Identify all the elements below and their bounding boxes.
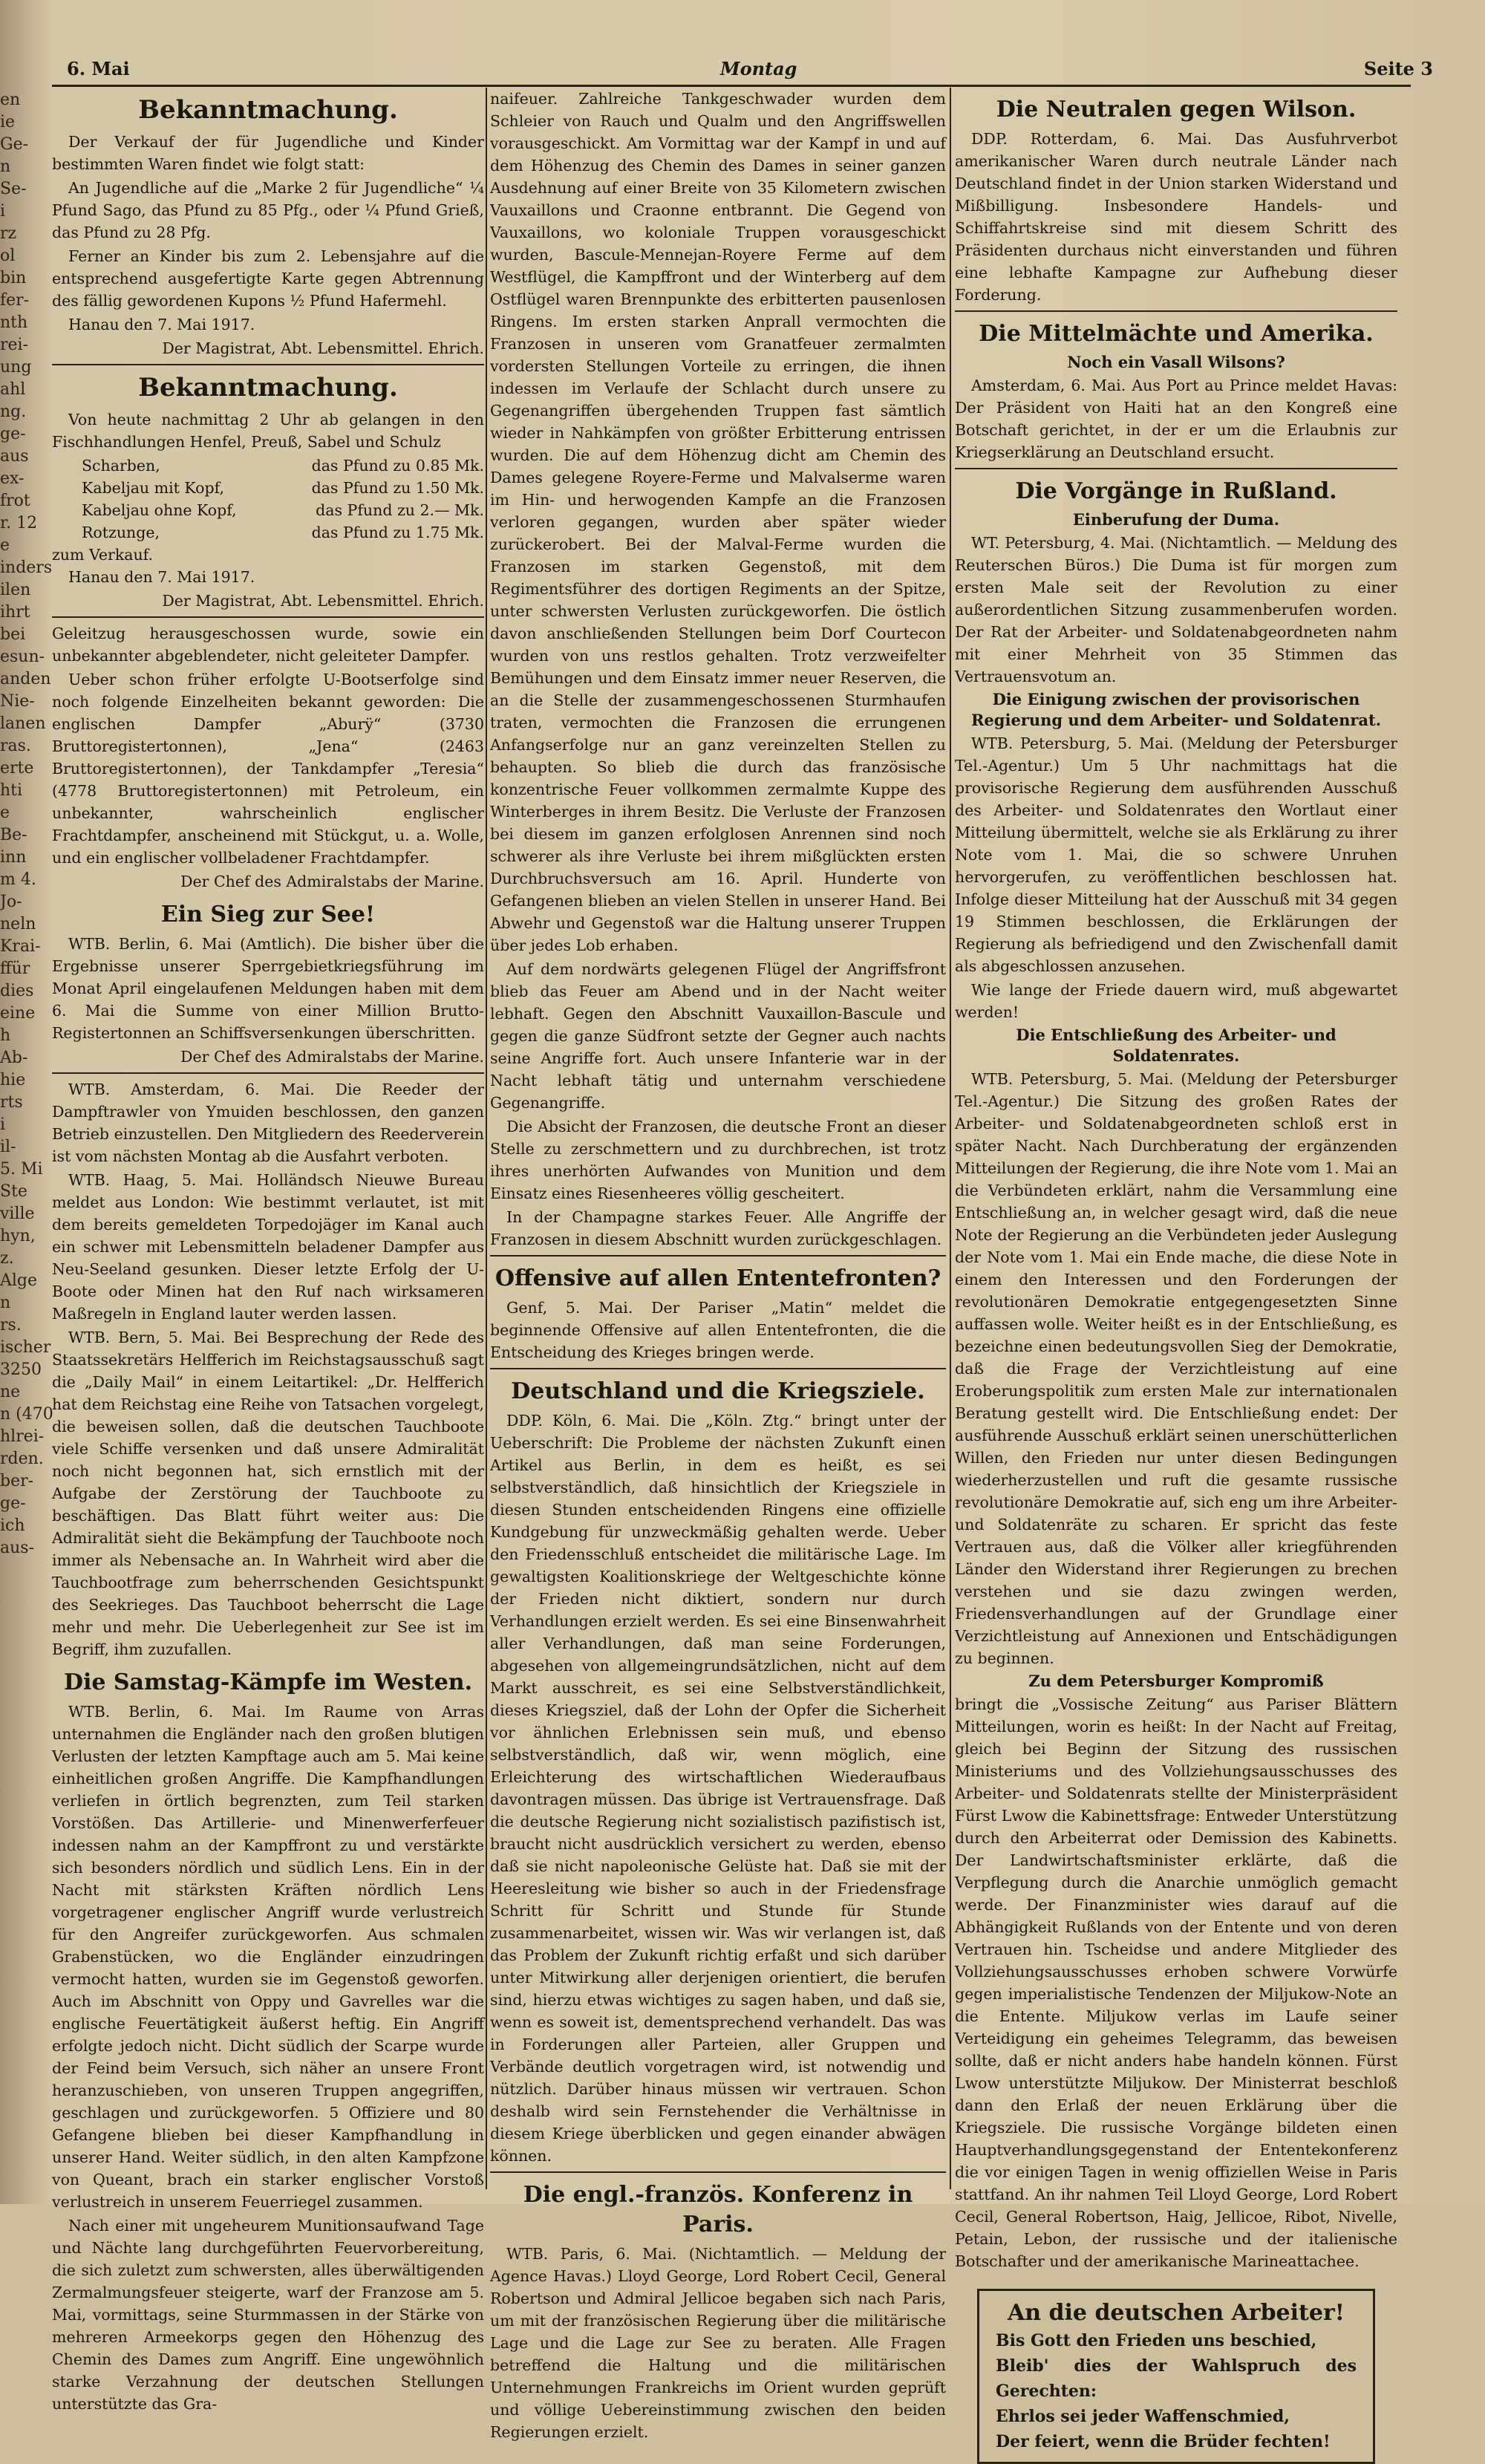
left-fragment: ilen	[0, 581, 31, 599]
left-fragment: ng.	[0, 402, 27, 421]
left-fragment: en	[0, 91, 21, 109]
paris-conference-title: Die engl.-französ. Konferenz in Paris.	[523, 2182, 913, 2238]
sea-victory-text: WTB. Berlin, 6. Mai (Amtlich). Die bisher über die Ergebnisse unserer Sperrgebietkriegsführung im Monat April eingelaufenen Meldungen haben mit dem 6. Mai die Summe von einer Million Brutto-Registertonnen an Schiffsversenkungen überschritten.	[52, 935, 484, 1042]
left-fragment: neln	[0, 915, 36, 933]
sea-victory-signature: Der Chef des Admiralstabs der Marine.	[180, 1048, 484, 1066]
column-2	[490, 88, 946, 2441]
left-fragment: Se-	[0, 180, 27, 198]
left-fragment: ol	[0, 247, 16, 265]
notice-1-title: Bekanntmachung.	[138, 95, 398, 125]
left-fragment: aus	[0, 447, 29, 466]
news-item: WTB. Bern, 5. Mai. Bei Besprechung der Rede des Staatssekretärs Helfferich im Reichstagsausschuß sagt die „Daily Mail“ in einem Leitartikel: „Dr. Helfferich hat dem Reichstag eine Reihe von Tatsachen vorgelegt, die beweisen sollen, daß die deutschen Tauchboote viele Schiffe versenken und daß unsere Admiralität noch nicht begonnen hat, sich ernstlich mit der Aufgabe der Zerstörung der Tauchboote zu beschäftigen. Das Blatt führt weiter aus: Die Admiralität sieht die Bekämpfung der Tauchboote noch immer als Nebensache an. In Wahrheit wird aber die Tauchbootfrage zum beherrschenden Gesichtspunkt des Seekrieges. Das Tauchboot beherrscht die Lage mehr und mehr. Die Ueberlegenheit zur See ist im Begriff, ihm zuzufallen.	[52, 1329, 484, 1658]
column-divider-1	[486, 88, 487, 2189]
war-aims-text: DDP. Köln, 6. Mai. Die „Köln. Ztg.“ bringt unter der Ueberschrift: Die Probleme der nächsten Zukunft einen Artikel aus Berlin, in dem es heißt, es sei selbstverständlich, daß hinsichtlich der Kriegsziele in diesen Stunden entscheidenden Ringens eine offizielle Kundgebung für unzweckmäßig gehalten werde. Ueber den Friedensschluß entscheidet die militärische Lage. Im gewaltigsten Koalitionskriege der Weltgeschichte könne der Frieden nicht diktiert, sondern nur durch Verhandlungen erzielt werden. Es sei eine Binsenwahrheit aller Verhandlungen, daß man seine Forderungen, abgesehen von allgemeingrundsätzlichen, nicht auf dem Markt ausschreit, es sei eine Selbstverständlichkeit, dieses Kriegsziel, daß der Lohn der Opfer die Sicherheit vor ähnlichen Erlebnissen sein muß, und ebenso selbstverständlich, daß wir, wenn möglich, eine Erleichterung des wirtschaftlichen Wiederaufbaus davontragen müssen. Das übrige ist Vertrauensfrage. Daß die deutsche Regierung nicht sozialistisch pazifistisch ist, braucht nicht ausdrücklich versichert zu werden, ebenso daß sie nicht napoleonische Gelüste hat. Daß sie mit der Heeresleitung wie bisher so auch in der Friedensfrage Schritt für Schritt und Stunde für Stunde zusammenarbeitet, wissen wir. Was wir verlangen ist, daß das Problem der Zukunft richtig erfaßt und sich darüber unter Mitwirkung aller derjenigen orientiert, die berufen sind, hierzu etwas wichtiges zu sagen haben, und daß sie, wenn es soweit ist, dementsprechend verhandelt. Das was in Forderungen aller Parteien, aller Gruppen und Verbände deutlich vorgetragen wird, ist notwendig und nützlich. Darüber hinaus müssen wir vertrauen. Schon deshalb wird sein Fernstehender die Verhältnisse in diesem Kriege überblicken und gegen einander abwägen können.	[490, 1412, 946, 2165]
left-fragment: Be-	[0, 826, 27, 844]
russia-text: WTB. Petersburg, 5. Mai. (Meldung der Petersburger Tel.-Agentur.) Um 5 Uhr nachmittags hat die provisorische Regierung dem ausführenden Ausschuß des Arbeiter- und Soldatenrates den Wortlaut einer Mitteilung übermittelt, welche sie als Erklärung zu ihrer Note vom 1. Mai, die so schwere Unruhen hervorgerufen, zu veröffentlichen beschlossen hat. Infolge dieser Mitteilung hat der Ausschuß mit 34 gegen 19 Stimmen beschlossen, die Erklärungen der Regierung als befriedigend und den Zwischenfall damit als abgeschlossen anzusehen.	[955, 734, 1397, 975]
russia-subhead: Zu dem Petersburger Kompromiß	[1028, 1672, 1324, 1690]
russia-subhead: Die Einigung zwischen der provisorischen Regierung und dem Arbeiter- und Soldatenrat.	[970, 690, 1382, 729]
central-powers-text: Amsterdam, 6. Mai. Aus Port au Prince meldet Havas: Der Präsident von Haiti hat an den Kongreß eine Botschaft gerichtet, in der er um die Erlaubnis zur Kriegserklärung an Deutschland ersucht.	[955, 377, 1397, 461]
separator	[955, 468, 1397, 469]
column-1	[52, 88, 484, 2413]
west-fights-para: Nach einer mit ungeheurem Munitionsaufwand Tage und Nächte lang durchgeführten Feuervorbereitung, die sich zuletzt zum schwersten, alles überwältigenden Zermalmungsfeuer steigerte, warf der Franzose am 5. Mai, vormittags, seine Sturmmassen in der Stärke von mehreren Armeekorps gegen den Höhenzug des Chemin des Dames zum Angriff. Eine ungewöhnlich starke Verzahnung der deutschen Stellungen unterstützte das Gra-	[52, 2217, 484, 2413]
left-fragment: hlrei-	[0, 1427, 45, 1446]
notice-1-para: An Jugendliche auf die „Marke 2 für Jugendliche“ ¼ Pfund Sago, das Pfund zu 85 Pfg., oder ¼ Pfund Grieß, das Pfund zu 28 Pfg.	[52, 179, 484, 241]
west-fights-continued: Auf dem nordwärts gelegenen Flügel der Angriffsfront blieb das Feuer am Abend und in der Nacht weiter lebhaft. Gegen den Abschnitt Vauxaillon-Bascule und gegen die ganze Südfront setzte der Gegner auch nachts seine Angriffe fort. Auch unsere Infanterie war in der Nacht lebhaft tätig und unternahm verschiedene Gegenangriffe.	[490, 960, 946, 1112]
notice-2-intro: Von heute nachmittag 2 Uhr ab gelangen in den Fischhandlungen Henfel, Preuß, Sabel und Schulz	[52, 411, 484, 451]
neutrals-text: DDP. Rotterdam, 6. Mai. Das Ausfuhrverbot amerikanischer Waren durch neutrale Länder nach Deutschland findet in der Union starken Widerstand und Mißbilligung. Insbesondere Handels- und Schiffahrtskreise sind mit diesem Schritt des Präsidenten durchaus nicht einverstanden und führen eine lebhafte Kampagne zur Aufhebung dieser Forderung.	[955, 130, 1397, 304]
left-fragment: eine	[0, 1004, 36, 1023]
left-fragment: ras.	[0, 737, 31, 755]
left-margin-fragments	[0, 0, 53, 2293]
continuation-para: Geleitzug herausgeschossen wurde, sowie ein unbekannter abgeblendeter, nicht geleiteter Dampfer.	[52, 625, 484, 665]
notice-1-date: Hanau den 7. Mai 1917.	[68, 316, 255, 333]
left-fragment: rs.	[0, 1316, 22, 1334]
left-fragment: hyn,	[0, 1227, 36, 1245]
left-fragment: m 4.	[0, 870, 36, 889]
continuation-para: Ueber schon früher erfolgte U-Bootserfolge sind noch folgende Einzelheiten bekannt geworden: Die englischen Dampfer „Aburÿ“ (3730 Bruttoregistertonnen), „Jena“ (2463 Bruttoregistertonnen), der Tankdampfer „Teresia“ (4778 Bruttoregistertonnen) mit Petroleum, ein unbekannter, wahrscheinlich englischer Frachtdampfer, anscheinend mit Stückgut, u. a. Wolle, und ein englischer vollbeladener Frachtdampfer.	[52, 671, 484, 867]
left-fragment: hti	[0, 781, 23, 800]
left-fragment: ne	[0, 1383, 21, 1401]
russia-text: WT. Petersburg, 4. Mai. (Nichtamtlich. — Meldung des Reuterschen Büros.) Die Duma ist für morgen zum ersten Male seit der Revolution zu einer außerordentlichen Sitzung zusammenberufen worden. Der Rat der Arbeiter- und Soldatenabgeordneten nahm mit einer Mehrheit von 35 Stimmen das Vertrauensvotum an.	[955, 534, 1397, 685]
russia-title: Die Vorgänge in Rußland.	[1015, 478, 1337, 504]
price-row	[52, 454, 484, 477]
notice-2-title: Bekanntmachung.	[138, 373, 398, 402]
left-fragment: erte	[0, 759, 34, 778]
workers-appeal-line: Bis Gott den Frieden uns beschied,	[996, 2331, 1317, 2350]
left-fragment: ber-	[0, 1472, 34, 1490]
left-fragment: i	[0, 202, 6, 221]
separator	[490, 1255, 946, 1257]
workers-appeal-title: An die deutschen Arbeiter!	[1008, 2300, 1345, 2326]
left-fragment: z.	[0, 1249, 14, 1268]
russia-text: Wie lange der Friede dauern wird, muß abgewartet werden!	[955, 981, 1397, 1021]
west-fights-continued: naifeuer. Zahlreiche Tankgeschwader wurden dem Schleier von Rauch und Qualm und den Angriffswellen vorausgeschickt. Am Vormittag war der Kampf in und auf dem Höhenzug des Chemin des Dames in seiner ganzen Ausdehnung auf einer Breite von 35 Kilometern zwischen Vauxaillons und Craonne entbrannt. Die Gegend von Vauxaillons, wo koloniale Truppen vorausgeschickt wurden, Bascule-Mennejan-Royere Ferme auf dem Westflügel, die Kampffront und der Winterberg auf dem Ostflügel waren Brennpunkte des erbitterten pausenlosen Ringens. Im ersten starken Anprall vermochten die Franzosen in unseren vom Granatfeuer zermalmten vordersten Stellungen Vorteile zu erringen, die ihnen indessen im Verlaufe der Schlacht durch unsere zu Gegenangriffen übergehenden Truppen fast sämtlich wieder in Nahkämpfen von größter Erbitterung entrissen wurden. Die auf dem Höhenzug dicht am Chemin des Dames gelegene Royere-Ferme und Malvalserme waren im Hin- und herwogenden Kampfe an die Franzosen verloren gegangen, wurden aber später wieder zurückerobert. Bei der Malval-Ferme wurden die Franzosen im starken Gegenstoß, mit dem Regimentsführer des dortigen Regiments an der Spitze, unter schwersten Verlusten zurückgeworfen. Die östlich davon anschließenden Stellungen beim Dorf Courtecon wurden von uns restlos gehalten. Trotz verzweifelter Bemühungen und dem Einsatz immer neuer Reserven, die an die Stelle der zusammengeschossenen Sturmhaufen traten, vermochten die Franzosen die errungenen Anfangserfolge nur an ganz vereinzelten Stellen zu behaupten. So blieb die durch das französische konzentrische Feuer vollkommen zermalmte Kuppe des Winterberges in ihrem Besitz. Die Verluste der Franzosen bei diesem im ganzen erfolglosen Anrennen sind noch schwerer als ihre Verluste bei ihrem mißglückten ersten Durchbruchsversuch am 16. April. Hunderte von Gefangenen blieben an vielen Stellen in unserer Hand. Bei Abwehr und Gegenstoß war die Haltung unserer Truppen über jedes Lob erhaben.	[490, 90, 946, 954]
west-fights-title: Die Samstag-Kämpfe im Westen.	[63, 1669, 473, 1695]
price-item: Kabeljau ohne Kopf,	[82, 501, 237, 519]
left-fragment: r. 12	[0, 514, 38, 532]
left-fragment: rei-	[0, 336, 29, 354]
left-fragment: ahl	[0, 380, 26, 399]
workers-appeal-line: Bleib' dies der Wahlspruch des Gerechten:	[996, 2356, 1357, 2401]
left-fragment: inders	[0, 558, 53, 577]
left-fragment: ie	[0, 113, 16, 131]
russia-text: bringt die „Vossische Zeitung“ aus Pariser Blättern Mitteilungen, worin es heißt: In der Nacht auf Freitag, gleich bei Beginn der Sitzung des russischen Ministeriums und des Vollziehungsausschusses des Arbeiter- und Soldatenrats stellte der Ministerpräsident Fürst Lwow die Kabinettsfrage: Entweder Unterstützung durch den Arbeiterrat oder Demission des Kabinetts. Der Landwirtschaftsminister erklärte, daß die Verpflegung durch die Anarchie unmöglich gemacht werde. Der Finanzminister wies darauf auf die Abhängigkeit Rußlands von der Entente und von deren Vertrauen hin. Tscheidse und andere Mitglieder des Vollziehungsausschusses erhoben schwere Vorwürfe gegen imperialistische Tendenzen der Miljukow-Note an die Entente. Miljukow verlas im Laufe seiner Verteidigung ein geheimes Telegramm, das beweisen sollte, daß er nicht anders habe handeln können. Fürst Lwow unterstützte Miljukow. Der Ministerrat beschloß dann den Erlaß der neuen Erklärung über die Kriegsziele. Die russische Vorgänge bildeten einen Hauptverhandlungsgegenstand der Ententekonferenz die vor einigen Tagen in wenig offiziellen Weise in Paris stattfand. An ihr nahmen Teil Lloyd George, Lord Robert Cecil, General Robertson, Haig, Jellicoe, Ribot, Nivelle, Petain, Lebon, der russische und der italienische Botschafter und der amerikanische Marineattachee.	[955, 1695, 1397, 2270]
west-fights-continued: Die Absicht der Franzosen, die deutsche Front an dieser Stelle zu zerschmettern und zu durchbrechen, ist trotz ihres unerhörten Aufwandes von Munition und dem Einsatz eines Riesenheeres völlig gescheitert.	[490, 1118, 946, 1202]
left-fragment: e	[0, 536, 10, 555]
header-date: 6. Mai	[67, 58, 130, 79]
left-fragment: anden	[0, 670, 51, 688]
left-fragment: dies	[0, 982, 34, 1000]
left-fragment: 5. Mi	[0, 1160, 43, 1179]
page-header	[52, 58, 1478, 88]
paris-conference-text: WTB. Paris, 6. Mai. (Nichtamtlich. — Meldung der Agence Havas.) Lloyd George, Lord Robert Cecil, General Robertson und Admiral Jellicoe begaben sich nach Paris, um mit der französischen Regierung über die militärische Lage und die Lage zur See zu beraten. Alle Fragen betreffend die Haltung und die militärischen Unternehmungen Frankreichs im Orient wurden geprüft und völlige Uebereinstimmung zwischen den beiden Regierungen erzielt.	[490, 2245, 946, 2441]
russia-subtitle: Einberufung der Duma.	[1072, 510, 1280, 529]
notice-1-para: Ferner an Kinder bis zum 2. Lebensjahre auf die entsprechend ausgefertigte Karte gegen Abtrennung des fällig gewordenen Kupons ½ Pfund Hafermehl.	[52, 247, 484, 310]
price-row	[52, 521, 484, 544]
left-fragment: i	[0, 1115, 6, 1134]
left-fragment: ge-	[0, 1494, 26, 1513]
workers-appeal-box	[977, 2289, 1375, 2464]
separator	[52, 1072, 484, 1074]
russia-text: WTB. Petersburg, 5. Mai. (Meldung der Petersburger Tel.-Agentur.) Die Sitzung des großen Rates der Arbeiter- und Soldatenabgeordneten schloß erst in später Nacht. Nach Durchberatung der ergänzenden Mitteilungen der Regierung, die ihre Note vom 1. Mai an die Verbündeten erklärt, nahm die Versammlung eine Entschließung an, in welcher gesagt wird, daß die neue Note der Regierung an die Verbündeten jeder Auslegung der Note vom 1. Mai ein Ende mache, die diese Note in einem den Interessen und den Forderungen der revolutionären Demokratie entgegengesetzten Sinne auffassen wolle. Weiter heißt es in der Entschließung, es bezeichne einen bedeutungsvollen Sieg der Demokratie, daß die Frage der Verzichtleistung auf eine Eroberungspolitik zum ersten Male zur internationalen Beratung gestellt wird. Die Entschließung endet: Der ausführende Ausschuß erklärt seinen unerschütterlichen Willen, den Frieden nur unter diesen Bedingungen wiederherzustellen und ruft die gesamte russische revolutionäre Demokratie auf, sich eng um ihre Arbeiter- und Soldatenräte zu scharen. Er spricht das feste Vertrauen aus, daß die Völker aller kriegführenden Länder den Widerstand ihrer Regierungen zu brechen verstehen und sie dazu zwingen werden, Friedensverhandlungen auf der Grundlage einer Verzichtleistung auf Annexionen und Entschädigungen zu beginnen.	[955, 1070, 1397, 1667]
left-fragment: ville	[0, 1205, 35, 1223]
left-fragment: aus-	[0, 1539, 35, 1557]
left-fragment: n	[0, 1294, 11, 1312]
header-rule	[52, 85, 1411, 87]
news-item: WTB. Amsterdam, 6. Mai. Die Reeder der Dampftrawler von Ymuiden beschlossen, den ganzen Betrieb einzustellen. Den Mitgliedern des Reederverein ist vom nächsten Montag ab die Ausfahrt verboten.	[52, 1081, 484, 1165]
neutrals-title: Die Neutralen gegen Wilson.	[996, 97, 1357, 123]
workers-appeal-line: Ehrlos sei jeder Waffenschmied,	[996, 2407, 1290, 2426]
notice-2-closing: zum Verkauf.	[52, 546, 154, 564]
left-fragment: n (470	[0, 1405, 53, 1424]
left-fragment: frot	[0, 492, 30, 510]
left-fragment: e	[0, 804, 10, 822]
separator	[490, 2171, 946, 2173]
left-fragment: inn	[0, 848, 27, 867]
left-fragment: rden.	[0, 1450, 44, 1468]
war-aims-title: Deutschland und die Kriegsziele.	[511, 1378, 925, 1404]
price-value: das Pfund zu 2.— Mk.	[316, 501, 484, 519]
price-value: das Pfund zu 0.85 Mk.	[311, 457, 484, 475]
workers-appeal-line: Der feiert, wenn die Brüder fechten!	[996, 2432, 1331, 2451]
left-fragment: rz	[0, 224, 17, 243]
left-fragment: ischer	[0, 1338, 51, 1357]
price-value: das Pfund zu 1.50 Mk.	[311, 479, 484, 497]
left-fragment: esun-	[0, 648, 45, 666]
separator	[490, 1368, 946, 1369]
separator	[52, 616, 484, 618]
left-fragment: ung	[0, 358, 32, 377]
west-fights-continued: In der Champagne starkes Feuer. Alle Angriffe der Franzosen in diesem Abschnitt wurden zurückgeschlagen.	[490, 1208, 946, 1248]
central-powers-title: Die Mittelmächte und Amerika.	[979, 321, 1374, 347]
column-divider-2	[950, 88, 951, 2189]
russia-subhead: Die Entschließung des Arbeiter- und Soldatenrates.	[1016, 1026, 1336, 1065]
notice-1-signature: Der Magistrat, Abt. Lebensmittel. Ehrich.	[162, 339, 484, 357]
offensive-text: Genf, 5. Mai. Der Pariser „Matin“ meldet die beginnende Offensive auf allen Ententefronten, die die Entscheidung des Krieges bringen werde.	[490, 1299, 946, 1361]
header-day: Montag	[720, 58, 797, 79]
sea-victory-title: Ein Sieg zur See!	[160, 902, 376, 928]
price-value: das Pfund zu 1.75 Mk.	[311, 524, 484, 541]
left-fragment: ich	[0, 1516, 25, 1535]
left-fragment: Nie-	[0, 692, 35, 711]
continuation-signature: Der Chef des Admiralstabs der Marine.	[180, 873, 484, 890]
left-fragment: rts	[0, 1093, 23, 1112]
left-fragment: ihrt	[0, 603, 30, 622]
left-fragment: n	[0, 157, 11, 176]
offensive-title: Offensive auf allen Ententefronten?	[495, 1265, 941, 1291]
notice-1-para: Der Verkauf der für Jugendliche und Kinder bestimmten Waren findet wie folgt statt:	[52, 133, 484, 173]
left-fragment: Ab-	[0, 1049, 28, 1067]
left-fragment: fer-	[0, 291, 30, 310]
column-3	[955, 88, 1397, 2451]
price-row	[52, 499, 484, 521]
left-fragment: h	[0, 1026, 11, 1045]
left-fragment: ex-	[0, 469, 25, 488]
left-fragment: Jo-	[0, 893, 22, 911]
left-fragment: hie	[0, 1071, 26, 1089]
notice-2-signature: Der Magistrat, Abt. Lebensmittel. Ehrich.	[162, 592, 484, 610]
left-fragment: nth	[0, 313, 28, 332]
central-powers-subtitle: Noch ein Vasall Wilsons?	[1067, 353, 1285, 371]
news-item: WTB. Haag, 5. Mai. Holländsch Nieuwe Bureau meldet aus London: Wie bestimmt verlautet, ist mit dem bereits gemeldeten Torpedojäger im Kanal auch ein schwer mit Lebensmitteln beladener Dampfer aus Neu-Seeland gesunken. Dieser letzte Erfolg der U-Boote oder Minen hat den Ruf nach wirksameren Maßregeln in England lauter werden lassen.	[52, 1171, 484, 1323]
header-page-number: Seite 3	[1363, 58, 1433, 79]
left-fragment: Krai-	[0, 937, 41, 956]
left-fragment: Ge-	[0, 135, 29, 154]
left-fragment: bin	[0, 269, 27, 287]
left-fragment: Ste	[0, 1182, 27, 1201]
left-fragment: 3250	[0, 1360, 42, 1379]
left-fragment: bei	[0, 625, 26, 644]
price-item: Rotzunge,	[82, 524, 160, 541]
west-fights-para: WTB. Berlin, 6. Mai. Im Raume von Arras unternahmen die Engländer nach den großen blutigen Verlusten der letzten Kampftage auch am 5. Mai keine einheitlichen großen Angriffe. Die Kampfhandlungen verliefen in örtlich begrenzten, zum Teil starken Vorstößen. Das Artillerie- und Minenwerferfeuer indessen nahm an der Kampffront zu und verstärkte sich besonders nördlich und südlich Lens. Ein in der Nacht mit stärksten Kräften nördlich Lens vorgetragener englischer Angriff wurde verlustreich für den Angreifer zurückgeworfen. Aus schmalen Grabenstücken, wo die Engländer einzudringen vermocht hatten, wurden sie im Gegenstoß geworfen. Auch im Abschnitt von Oppy und Gavrelles war die englische Feuertätigkeit äußerst heftig. Ein Angriff erfolgte jedoch nicht. Dicht südlich der Scarpe wurde der Feind beim Versuch, sich näher an unsere Front heranzuschieben, von unseren Truppen angegriffen, geschlagen und zurückgeworfen. 5 Offiziere und 80 Gefangene blieben bei dieser Kampfhandlung in unserer Hand. Weiter südlich, in den alten Kampfzone von Queant, brach ein starker englischer Vorstoß verlustreich in unserem Feuerriegel zusammen.	[52, 1703, 484, 2211]
price-item: Kabeljau mit Kopf,	[82, 479, 224, 497]
notice-2-date: Hanau den 7. Mai 1917.	[68, 568, 255, 586]
left-fragment: Alge	[0, 1271, 38, 1290]
left-fragment: lanen	[0, 714, 46, 733]
separator	[52, 364, 484, 365]
separator	[955, 310, 1397, 312]
price-item: Scharben,	[82, 457, 160, 475]
price-row	[52, 477, 484, 499]
left-fragment: il-	[0, 1138, 16, 1156]
left-fragment: ge-	[0, 425, 26, 443]
left-fragment: ffür	[0, 959, 30, 978]
